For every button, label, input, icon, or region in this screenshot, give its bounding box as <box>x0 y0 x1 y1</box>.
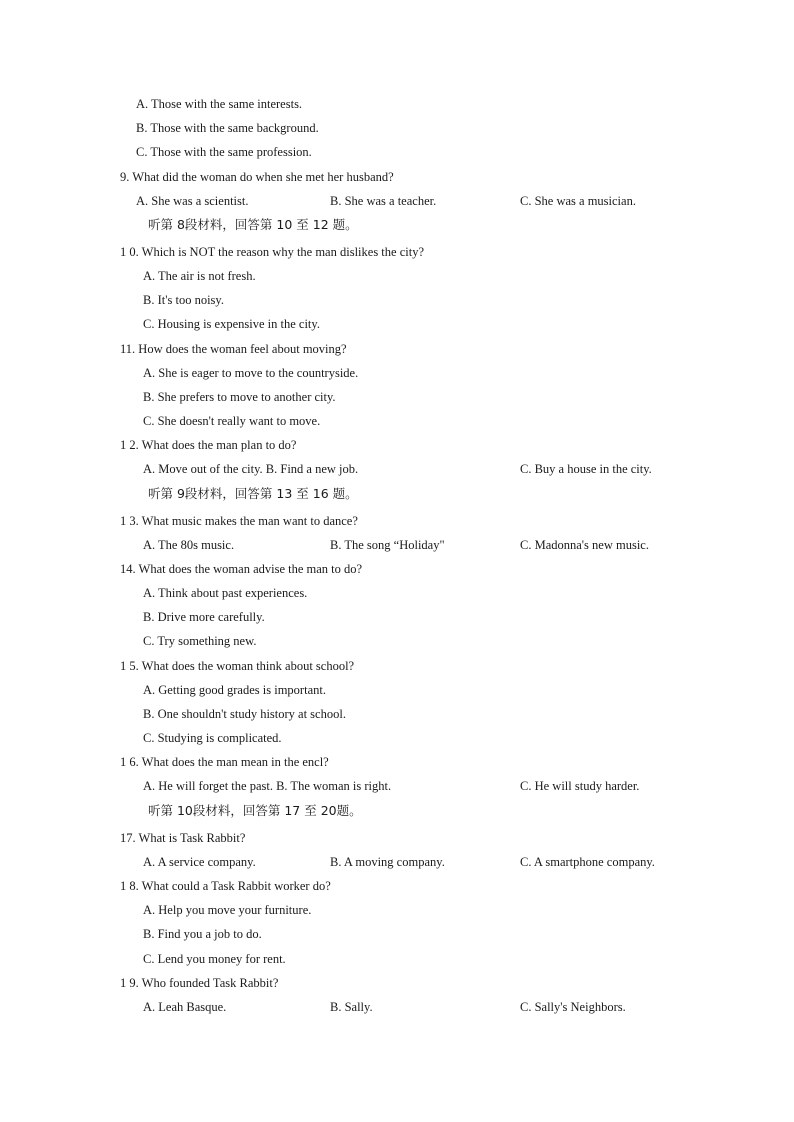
option-10b: B. It's too noisy. <box>143 293 224 307</box>
option-10a: A. The air is not fresh. <box>143 269 256 283</box>
section-heading-10: 听第 10段材料，回答第 17 至 20题。 <box>148 803 362 818</box>
option-18c: C. Lend you money for rent. <box>143 952 286 966</box>
option-12c: C. Buy a house in the city. <box>520 462 652 476</box>
section-heading-8: 听第 8段材料，回答第 10 至 12 题。 <box>148 217 358 232</box>
question-19: 1 9. Who founded Task Rabbit? <box>120 976 279 990</box>
option-13b: B. The song “Holiday" <box>330 538 445 552</box>
option-16c: C. He will study harder. <box>520 779 640 793</box>
option-18a: A. Help you move your furniture. <box>143 903 312 917</box>
option-17c: C. A smartphone company. <box>520 855 655 869</box>
question-15: 1 5. What does the woman think about school? <box>120 659 355 673</box>
option-19b: B. Sally. <box>330 1000 373 1014</box>
option-14a: A. Think about past experiences. <box>143 586 308 600</box>
question-9: 9. What did the woman do when she met her husband? <box>120 170 394 184</box>
option-9a: A. She was a scientist. <box>136 194 249 208</box>
option-13c: C. Madonna's new music. <box>520 538 649 552</box>
option-19a: A. Leah Basque. <box>143 1000 227 1014</box>
option-11a: A. She is eager to move to the countryside. <box>143 366 359 380</box>
question-16: 1 6. What does the man mean in the encl? <box>120 755 329 769</box>
question-18: 1 8. What could a Task Rabbit worker do? <box>120 879 331 893</box>
section-heading-9: 听第 9段材料，回答第 13 至 16 题。 <box>148 486 358 501</box>
option-15c: C. Studying is complicated. <box>143 731 282 745</box>
question-17: 17. What is Task Rabbit? <box>120 831 246 845</box>
option-8b: B. Those with the same background. <box>136 121 319 135</box>
option-15a: A. Getting good grades is important. <box>143 683 326 697</box>
option-9b: B. She was a teacher. <box>330 194 437 208</box>
question-14: 14. What does the woman advise the man to do? <box>120 562 363 576</box>
option-17b: B. A moving company. <box>330 855 445 869</box>
option-9c: C. She was a musician. <box>520 194 636 208</box>
option-13a: A. The 80s music. <box>143 538 235 552</box>
option-16ab: A. He will forget the past. B. The woman is right. <box>143 779 392 793</box>
option-15b: B. One shouldn't study history at school. <box>143 707 346 721</box>
question-12: 1 2. What does the man plan to do? <box>120 438 297 452</box>
option-14b: B. Drive more carefully. <box>143 610 265 624</box>
option-10c: C. Housing is expensive in the city. <box>143 317 320 331</box>
option-11c: C. She doesn't really want to move. <box>143 414 321 428</box>
option-11b: B. She prefers to move to another city. <box>143 390 336 404</box>
option-17a: A. A service company. <box>143 855 256 869</box>
question-10: 1 0. Which is NOT the reason why the man dislikes the city? <box>120 245 424 259</box>
option-18b: B. Find you a job to do. <box>143 927 262 941</box>
option-19c: C. Sally's Neighbors. <box>520 1000 626 1014</box>
question-13: 1 3. What music makes the man want to dance? <box>120 514 358 528</box>
option-8a: A. Those with the same interests. <box>136 97 303 111</box>
option-8c: C. Those with the same profession. <box>136 145 312 159</box>
question-11: 11. How does the woman feel about moving? <box>120 342 347 356</box>
option-14c: C. Try something new. <box>143 634 257 648</box>
option-12ab: A. Move out of the city. B. Find a new job. <box>143 462 359 476</box>
